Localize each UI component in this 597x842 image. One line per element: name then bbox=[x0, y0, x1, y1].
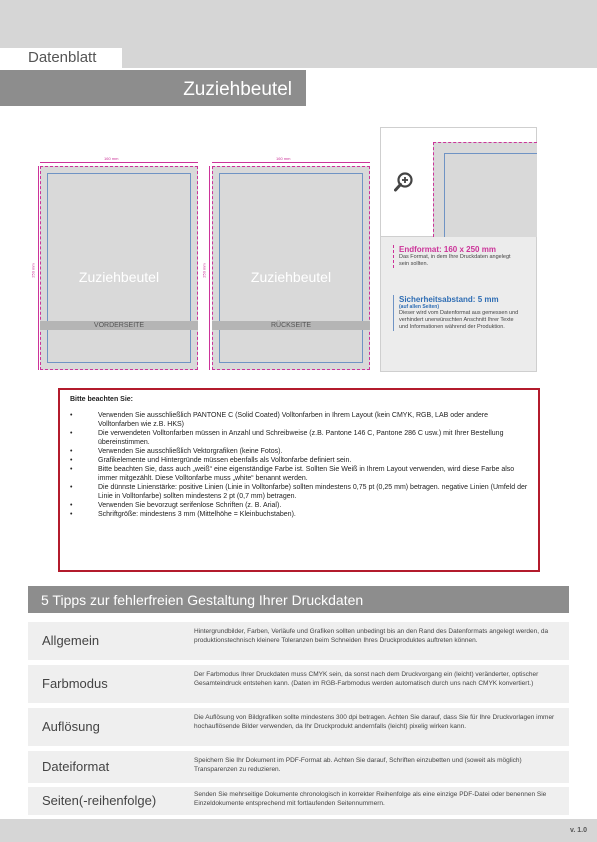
notice-item: • Die dünnste Linienstärke: positive Linien (Linie in Volltonfarbe) sollten mindestens 0,75 pt (0,25 mm) betragen. negative Linien (Umfeld der Linie in Volltonfarbe) sollten mindestens 2 pt (0,7 mm) betragen. bbox=[70, 483, 528, 501]
notice-item: • Verwenden Sie ausschließlich PANTONE C (Solid Coated) Volltonfarben in Ihrem Layout (kein CMYK, RGB, LAB oder andere Volltonfarben wie z.B. HKS) bbox=[70, 411, 528, 429]
tip-text: Der Farbmodus Ihrer Druckdaten muss CMYK sein, da sonst nach dem Druckvorgang ein (leicht) veränderter, optischer Gesamteindruck entstehen kann. (Daten im RGB-Farbmodus werden automatisch durch uns nach CMYK konvertiert.) bbox=[194, 671, 539, 687]
front-panel-title: Zuziehbeutel bbox=[78, 269, 160, 285]
tip-label: Dateiformat bbox=[42, 759, 110, 774]
legend-endformat bbox=[393, 245, 519, 268]
tip-label: Auflösung bbox=[42, 719, 100, 734]
magnifier-icon bbox=[394, 172, 414, 192]
tip-label: Farbmodus bbox=[42, 676, 108, 691]
tip-label: Allgemein bbox=[42, 633, 100, 648]
tip-row-dateiformat bbox=[28, 751, 569, 783]
version-label: v. 1.0 bbox=[570, 827, 587, 834]
safety-title: Sicherheitsabstand: 5 mm bbox=[399, 295, 499, 304]
back-width-dimension: 160 mm bbox=[276, 156, 291, 161]
tip-text: Senden Sie mehrseitige Dokumente chronologisch in korrekter Reihenfolge als eine einzige PDF-Datei oder benennen Sie Einzeldokumente entsprechend mit fortlaufenden Seitennummern. bbox=[194, 791, 547, 807]
front-height-dimension: 250 mm bbox=[30, 263, 36, 278]
notice-item: • Schriftgröße: mindestens 3 mm (Mittelhöhe = Kleinbuchstaben). bbox=[70, 510, 528, 519]
notice-list bbox=[70, 411, 528, 519]
notice-title: Bitte beachten Sie: bbox=[70, 396, 134, 403]
tip-row-allgemein bbox=[28, 622, 569, 660]
notice-item: • Bitte beachten Sie, dass auch „weiß“ eine eigenständige Farbe ist. Sollten Sie Weiß in Ihrem Layout verwenden, wird diese Farbe also immer mitgezählt. Diese Volltonfarbe muss „white“ benannt werden. bbox=[70, 465, 528, 483]
title-bar bbox=[0, 70, 306, 106]
back-height-dimension: 250 mm bbox=[201, 263, 207, 278]
legend-zoom-preview bbox=[381, 128, 536, 237]
tip-row-farbmodus bbox=[28, 665, 569, 703]
tip-row-seitenreihenfolge bbox=[28, 787, 569, 815]
tip-row-aufloesung bbox=[28, 708, 569, 746]
zoom-format-area bbox=[433, 142, 537, 237]
tip-text: Speichern Sie Ihr Dokument im PDF-Format ab. Achten Sie darauf, Schriften einzubetten und (soweit als möglich) Transparenzen zu reduzieren. bbox=[194, 757, 522, 773]
back-safety-area bbox=[219, 173, 363, 363]
legend-safety bbox=[393, 295, 519, 331]
tip-label: Seiten(-reihenfolge) bbox=[42, 793, 157, 808]
notice-item: • Verwenden Sie bevorzugt serifenlose Schriften (z. B. Arial). bbox=[70, 501, 528, 510]
endformat-text: Das Format, in dem Ihre Druckdaten angelegt sein sollten. bbox=[399, 254, 511, 267]
safety-text: Dieser wird vom Datenformat aus gemessen und verhindert unerwünschten Anschnitt Ihrer Texte und Informationen während der Produktion. bbox=[399, 310, 519, 330]
zoom-safety-area bbox=[444, 153, 537, 237]
footer-bar bbox=[0, 819, 597, 842]
back-panel bbox=[212, 166, 370, 370]
document-type: Datenblatt bbox=[0, 48, 122, 68]
front-width-dimension: 160 mm bbox=[104, 156, 119, 161]
legend-text-area bbox=[381, 237, 536, 371]
tips-header bbox=[28, 586, 569, 613]
tips-title: 5 Tipps zur fehlerfreien Gestaltung Ihrer Druckdaten bbox=[41, 592, 364, 608]
safety-subtitle: (auf allen Seiten) bbox=[399, 304, 440, 310]
legend-box bbox=[380, 127, 537, 372]
back-panel-title: Zuziehbeutel bbox=[250, 269, 332, 285]
notice-box bbox=[58, 388, 540, 572]
header-bar bbox=[0, 0, 597, 48]
front-safety-area bbox=[47, 173, 191, 363]
endformat-title: Endformat: 160 x 250 mm bbox=[399, 245, 496, 254]
tip-text: Die Auflösung von Bildgrafiken sollte mindestens 300 dpi betragen. Achten Sie darauf, dass Sie für Ihre Druckvorlagen immer hochauflösende Bilder verwenden, da Ihr Druckprodukt andernfalls (leicht) pixelig wirken kann. bbox=[194, 714, 555, 730]
notice-item: • Verwenden Sie ausschließlich Vektorgrafiken (keine Fotos). bbox=[70, 447, 528, 456]
back-side-label: RÜCKSEITE bbox=[212, 321, 370, 330]
notice-item: • Die verwendeten Volltonfarben müssen in Anzahl und Schreibweise (z.B. Pantone 146 C, Pantone 286 C usw.) mit Ihrer Bestellung übereinstimmen. bbox=[70, 429, 528, 447]
product-title: Zuziehbeutel bbox=[183, 79, 292, 100]
notice-item: • Grafikelemente und Hintergründe müssen ebenfalls als Volltonfarbe definiert sein. bbox=[70, 456, 528, 465]
front-side-label: VORDERSEITE bbox=[40, 321, 198, 330]
front-panel bbox=[40, 166, 198, 370]
tip-text: Hintergrundbilder, Farben, Verläufe und Grafiken sollten unbedingt bis an den Rand des Datenformats angelegt werden, da produktionstechnisch kleinere Toleranzen beim Schneiden Ihres Druckproduktes auftreten können. bbox=[194, 628, 549, 644]
